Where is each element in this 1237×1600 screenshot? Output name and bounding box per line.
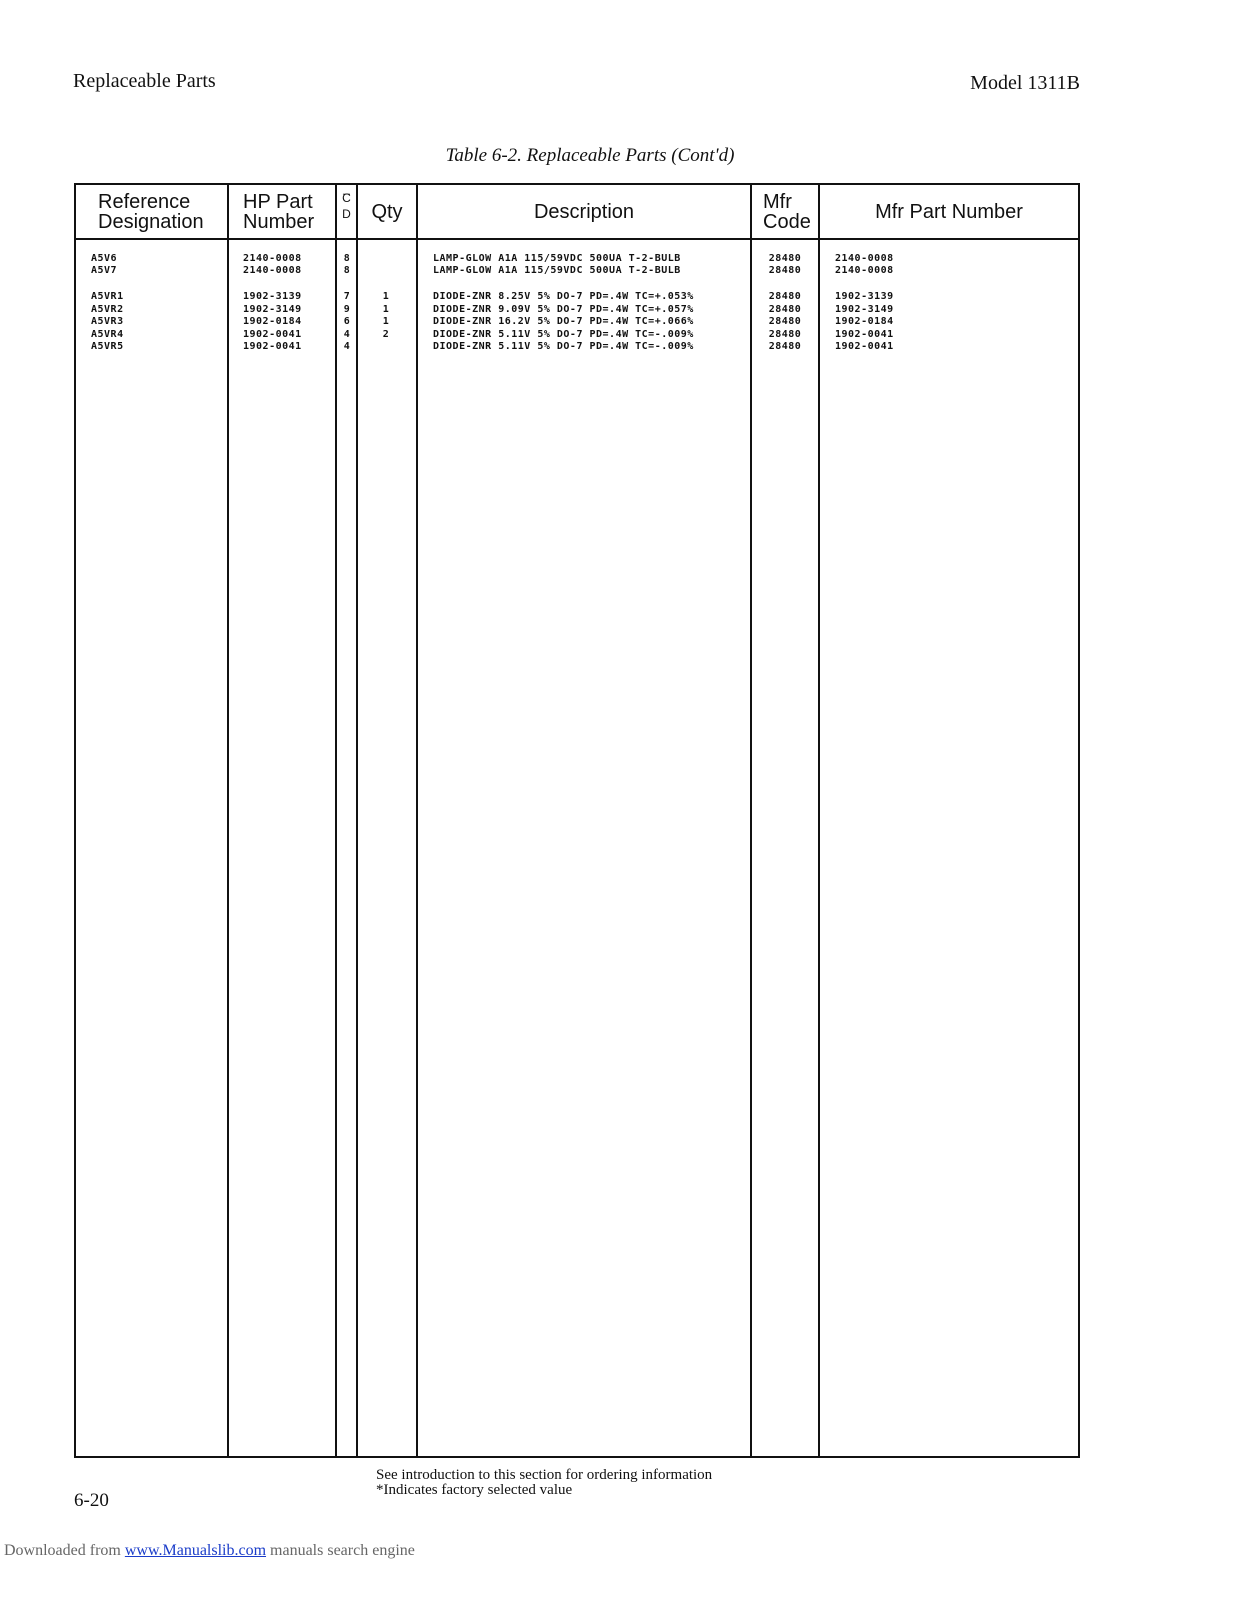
cell-hp-part: 1902-0184 xyxy=(243,316,302,327)
col-header-reference: Reference Designation xyxy=(98,190,204,233)
cell-mfr-part-number: 1902-3139 xyxy=(835,291,894,302)
cell-description: DIODE-ZNR 8.25V 5% DO-7 PD=.4W TC=+.053% xyxy=(433,291,694,302)
cell-cd: 4 xyxy=(343,341,351,352)
cell-cd: 7 xyxy=(343,291,351,302)
cell-description: DIODE-ZNR 5.11V 5% DO-7 PD=.4W TC=-.009% xyxy=(433,341,694,352)
col-header-mfr-part-number: Mfr Part Number xyxy=(875,200,1023,223)
col-divider xyxy=(335,185,337,1456)
cell-cd: 6 xyxy=(343,316,351,327)
parts-table xyxy=(74,183,1080,1458)
cell-reference: A5VR1 xyxy=(91,291,124,302)
cell-cd: 8 xyxy=(343,265,351,276)
cell-mfr-code: 28480 xyxy=(768,253,802,264)
manualslib-link[interactable]: www.Manualslib.com xyxy=(124,1542,267,1559)
cell-mfr-part-number: 2140-0008 xyxy=(835,265,894,276)
header-divider xyxy=(76,238,1078,240)
col-header-cd: _ C D xyxy=(342,181,351,221)
download-credit: Downloaded from www.Manualslib.com manuals search engine xyxy=(4,1542,415,1559)
col-header-qty: Qty xyxy=(371,200,403,223)
col-divider xyxy=(227,185,229,1456)
table-caption: Table 6-2. Replaceable Parts (Cont'd) xyxy=(445,145,735,166)
cell-reference: A5VR5 xyxy=(91,341,124,352)
cell-hp-part: 1902-3139 xyxy=(243,291,302,302)
footer-note: See introduction to this section for ordering information *Indicates factory selected value xyxy=(376,1467,713,1498)
page-number: 6-20 xyxy=(74,1490,109,1511)
cell-mfr-code: 28480 xyxy=(768,316,802,327)
cell-mfr-code: 28480 xyxy=(768,341,802,352)
cell-hp-part: 1902-0041 xyxy=(243,329,302,340)
cell-cd: 9 xyxy=(343,304,351,315)
col-divider xyxy=(416,185,418,1456)
col-divider xyxy=(750,185,752,1456)
header-section-title: Replaceable Parts xyxy=(73,70,216,92)
col-header-mfr-code: Mfr Code xyxy=(763,190,811,233)
header-model: Model 1311B xyxy=(970,72,1080,94)
col-header-hp-part: HP Part Number xyxy=(243,190,315,233)
cell-description: LAMP-GLOW A1A 115/59VDC 500UA T-2-BULB xyxy=(433,253,681,264)
cell-mfr-code: 28480 xyxy=(768,291,802,302)
cell-description: DIODE-ZNR 16.2V 5% DO-7 PD=.4W TC=+.066% xyxy=(433,316,694,327)
cell-cd: 4 xyxy=(343,329,351,340)
cell-mfr-part-number: 1902-0041 xyxy=(835,329,894,340)
cell-hp-part: 2140-0008 xyxy=(243,253,302,264)
cell-reference: A5V7 xyxy=(91,265,118,276)
cell-reference: A5VR3 xyxy=(91,316,124,327)
cell-description: DIODE-ZNR 9.09V 5% DO-7 PD=.4W TC=+.057% xyxy=(433,304,694,315)
cell-mfr-part-number: 1902-3149 xyxy=(835,304,894,315)
cell-hp-part: 2140-0008 xyxy=(243,265,302,276)
cell-reference: A5VR2 xyxy=(91,304,124,315)
cell-mfr-part-number: 1902-0041 xyxy=(835,341,894,352)
cell-mfr-code: 28480 xyxy=(768,329,802,340)
cell-cd: 8 xyxy=(343,253,351,264)
cell-description: DIODE-ZNR 5.11V 5% DO-7 PD=.4W TC=-.009% xyxy=(433,329,694,340)
cell-qty: 1 xyxy=(382,304,390,315)
col-header-description: Description xyxy=(533,200,635,223)
cell-mfr-code: 28480 xyxy=(768,304,802,315)
cell-mfr-code: 28480 xyxy=(768,265,802,276)
cell-hp-part: 1902-0041 xyxy=(243,341,302,352)
cell-reference: A5VR4 xyxy=(91,329,124,340)
cell-qty: 1 xyxy=(382,316,390,327)
cell-hp-part: 1902-3149 xyxy=(243,304,302,315)
cell-mfr-part-number: 1902-0184 xyxy=(835,316,894,327)
cell-description: LAMP-GLOW A1A 115/59VDC 500UA T-2-BULB xyxy=(433,265,681,276)
cell-reference: A5V6 xyxy=(91,253,118,264)
cell-qty: 1 xyxy=(382,291,390,302)
col-divider xyxy=(356,185,358,1456)
col-divider xyxy=(818,185,820,1456)
cell-qty: 2 xyxy=(382,329,390,340)
cell-mfr-part-number: 2140-0008 xyxy=(835,253,894,264)
